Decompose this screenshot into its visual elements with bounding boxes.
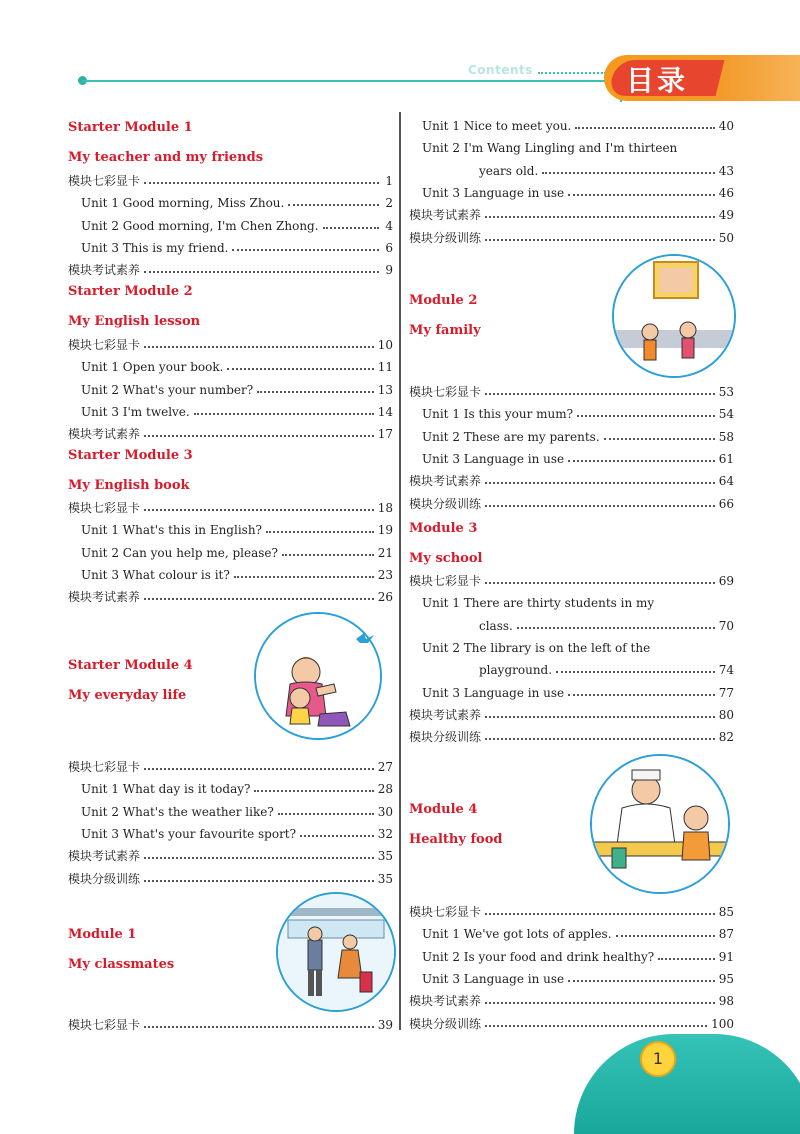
leader-dots [144,869,374,882]
leader-dots [568,683,715,696]
starter4-title: My everyday life [68,688,187,703]
starter3-module: Starter Module 3 [68,448,193,463]
family-illustration [612,254,736,378]
starter2-title: My English lesson [68,314,201,329]
toc-entry-text: 模块七彩显卡 [409,905,482,919]
toc-page-number: 66 [718,496,734,511]
toc-page-number: 85 [718,905,734,919]
toc-row [409,571,734,591]
leader-dots [278,802,374,815]
toc-row [81,402,393,422]
toc-entry-text: 模块考试素养 [409,208,482,223]
toc-entry-text: Unit 2 Can you help me, please? [81,545,278,560]
toc-page-number: 91 [718,949,734,964]
leader-dots [323,216,379,229]
leader-dots [288,193,379,206]
toc-entry-text: Unit 1 What day is it today? [81,782,251,797]
toc-entry-text: 模块七彩显卡 [409,385,482,399]
toc-page-number: 64 [718,474,734,489]
toc-row [479,616,734,636]
toc-page-number: 4 [385,218,393,233]
toc-page-number: 69 [718,574,734,588]
toc-page-number: 49 [718,208,734,223]
leader-dots [568,183,715,196]
leader-dots [485,727,715,740]
toc-entry-text: 模块考试素养 [409,994,482,1009]
toc-entry-text: Unit 3 What's your favourite sport? [81,826,297,841]
toc-page-number: 46 [718,185,734,200]
toc-entry-text: Unit 2 I'm Wang Lingling and I'm thirteen [422,141,678,156]
toc-entry-text: 模块考试素养 [68,427,141,442]
module3-module: Module 3 [409,521,478,536]
toc-page-number: 13 [377,382,393,397]
toc-page-number: 26 [377,590,393,605]
toc-row [422,593,734,613]
toc-entry-text: 模块分级训练 [68,871,141,886]
leader-dots [300,824,374,837]
toc-page-number: 53 [718,385,734,399]
toc-row [422,138,734,158]
starter4-module: Starter Module 4 [68,658,193,673]
toc-page-number: 87 [718,927,734,942]
leader-dots [485,902,715,915]
toc-page-number: 80 [718,707,734,722]
toc-row [409,1014,734,1034]
toc-page-number: 100 [711,1016,734,1031]
toc-entry-text: Unit 2 What's the weather like? [81,804,274,819]
toc-row [81,520,393,540]
toc-row [81,193,393,213]
toc-entry-text: Unit 3 Language in use [422,185,565,200]
module2-module: Module 2 [409,293,478,308]
toc-row [68,587,393,607]
toc-row [68,424,393,444]
leader-dots [604,427,715,440]
toc-entry-text: Unit 1 We've got lots of apples. [422,927,612,942]
starter1-title: My teacher and my friends [68,150,264,165]
toc-entry-text: 模块七彩显卡 [68,760,141,774]
toc-page-number: 14 [377,404,393,419]
toc-entry-text: 模块七彩显卡 [68,501,141,515]
leader-dots [266,520,374,533]
leader-dots [144,171,379,184]
leader-dots [194,402,374,415]
toc-page-number: 39 [377,1018,393,1032]
toc-page-number: 54 [718,407,734,422]
toc-page-number: 9 [385,263,393,278]
column-divider [399,112,401,1030]
toc-entry-text: 模块分级训练 [409,730,482,745]
leader-dots [485,1014,707,1027]
toc-entry-text: 模块七彩显卡 [68,1018,141,1032]
toc-row [409,382,734,402]
toc-entry-text: Unit 3 I'm twelve. [81,404,190,419]
toc-page-number: 18 [377,501,393,515]
module2-title: My family [409,323,481,338]
leader-dots [234,565,374,578]
leader-dots [517,616,715,629]
toc-row [81,543,393,563]
toc-row [409,705,734,725]
toc-page-number: 32 [377,826,393,841]
toc-page-number: 40 [718,119,734,133]
toc-row [409,228,734,248]
toc-row [81,802,393,822]
leader-dots [485,494,715,507]
toc-page-number: 17 [377,427,393,442]
toc-page-number: 74 [718,663,734,678]
toc-entry-text: Unit 2 Good morning, I'm Chen Zhong. [81,218,319,233]
toc-row [409,205,734,225]
leader-dots [556,660,715,673]
toc-row [409,902,734,922]
module1-title: My classmates [68,957,175,972]
header-dotted-line [538,72,606,74]
page-title: 目录 [626,64,689,97]
toc-row [68,260,393,280]
toc-row [422,183,734,203]
toc-entry-text: 模块考试素养 [409,474,482,489]
toc-entry-text: Unit 1 There are thirty students in my [422,596,655,611]
leader-dots [485,471,715,484]
toc-entry-text: 模块分级训练 [409,1016,482,1031]
toc-row [68,171,393,191]
toc-entry-text: Unit 3 What colour is it? [81,567,230,582]
leader-dots [568,969,715,982]
toc-entry-text: Unit 1 Is this your mum? [422,407,574,422]
leader-dots [485,705,715,718]
toc-row [68,335,393,355]
toc-row [479,660,734,680]
leader-dots [144,260,379,273]
toc-entry-text: Unit 3 Language in use [422,971,565,986]
leader-dots [542,161,714,174]
header-line [82,80,607,82]
toc-page-number: 28 [377,782,393,797]
toc-page-number: 35 [377,871,393,886]
toc-row [422,947,734,967]
leader-dots [575,116,714,129]
leader-dots [485,228,715,241]
starter2-module: Starter Module 2 [68,284,193,299]
toc-entry-text: Unit 2 Is your food and drink healthy? [422,949,655,964]
toc-page-number: 82 [718,730,734,745]
leader-dots [144,498,374,511]
leader-dots [254,779,373,792]
leader-dots [485,571,715,584]
toc-row [68,1015,393,1035]
toc-page-number: 23 [377,567,393,582]
toc-row [81,824,393,844]
leader-dots [144,846,374,859]
toc-page-number: 19 [377,523,393,538]
leader-dots [257,380,374,393]
toc-page-number: 95 [718,971,734,986]
footer-arc [574,1034,800,1112]
toc-row [422,427,734,447]
toc-entry-text: 模块七彩显卡 [409,574,482,588]
leader-dots [144,335,374,348]
toc-entry-text: 模块考试素养 [409,707,482,722]
toc-page-number: 58 [718,429,734,444]
toc-page-number: 21 [377,545,393,560]
leader-dots [568,449,715,462]
toc-entry-text: 模块分级训练 [409,496,482,511]
toc-entry-text: Unit 2 These are my parents. [422,429,600,444]
leader-dots [144,757,374,770]
toc-entry-text: years old. [479,163,539,178]
toc-row [409,471,734,491]
toc-row [68,846,393,866]
toc-row [81,565,393,585]
toc-page-number: 98 [718,994,734,1009]
leader-dots [485,382,715,395]
toc-entry-text: playground. [479,663,553,678]
toc-row [409,494,734,514]
toc-page-number: 50 [718,230,734,245]
toc-row [81,380,393,400]
leader-dots [232,238,379,251]
starter3-title: My English book [68,478,190,493]
toc-entry-text: Unit 2 The library is on the left of the [422,640,651,655]
toc-row [422,924,734,944]
page-number: 1 [640,1041,676,1077]
classmates-illustration [276,892,396,1012]
starter1-module: Starter Module 1 [68,120,193,135]
toc-page-number: 2 [385,196,393,211]
toc-entry-text: Unit 1 What's this in English? [81,523,262,538]
toc-page-number: 11 [377,360,393,375]
leader-dots [485,991,715,1004]
module1-module: Module 1 [68,927,137,942]
leader-dots [658,947,715,960]
toc-row [81,779,393,799]
toc-page-number: 1 [385,174,393,188]
contents-label: Contents [468,63,533,77]
toc-entry-text: 模块七彩显卡 [68,338,141,352]
toc-row [422,638,734,658]
toc-entry-text: Unit 2 What's your number? [81,382,254,397]
leader-dots [616,924,715,937]
toc-page-number: 6 [385,240,393,255]
toc-entry-text: Unit 1 Open your book. [81,360,224,375]
module4-title: Healthy food [409,832,503,847]
toc-row [479,161,734,181]
toc-entry-text: class. [479,618,513,633]
toc-row [81,216,393,236]
toc-page-number: 77 [718,685,734,700]
toc-page-number: 35 [377,849,393,864]
toc-entry-text: 模块考试素养 [68,263,141,278]
leader-dots [144,424,374,437]
leader-dots [282,543,374,556]
toc-row [409,727,734,747]
toc-entry-text: Unit 3 Language in use [422,451,565,466]
toc-entry-text: 模块考试素养 [68,849,141,864]
toc-page-number: 61 [718,451,734,466]
toc-page-number: 70 [718,618,734,633]
leader-dots [144,587,374,600]
toc-row [68,498,393,518]
toc-row [68,757,393,777]
toc-entry-text: Unit 1 Good morning, Miss Zhou. [81,196,285,211]
module4-module: Module 4 [409,802,478,817]
toc-page-number: 30 [377,804,393,819]
toc-row [81,238,393,258]
toc-row [422,449,734,469]
toc-page-number: 27 [377,760,393,774]
toc-entry-text: 模块分级训练 [409,230,482,245]
toc-row [409,991,734,1011]
toc-page-number: 10 [377,338,393,352]
toc-row [422,683,734,703]
doctor-illustration [590,754,730,894]
leader-dots [144,1015,374,1028]
toc-entry-text: Unit 3 This is my friend. [81,240,229,255]
toc-entry-text: 模块七彩显卡 [68,174,141,188]
toc-entry-text: Unit 1 Nice to meet you. [422,119,572,133]
toc-row [422,116,734,136]
leader-dots [227,357,373,370]
toc-page-number: 43 [718,163,734,178]
toc-entry-text: 模块考试素养 [68,590,141,605]
toc-row [422,404,734,424]
toc-row [68,869,393,889]
toc-entry-text: Unit 3 Language in use [422,685,565,700]
toc-row [81,357,393,377]
bird-icon [354,630,376,649]
module3-title: My school [409,551,483,566]
toc-row [422,969,734,989]
leader-dots [577,404,715,417]
leader-dots [485,205,715,218]
